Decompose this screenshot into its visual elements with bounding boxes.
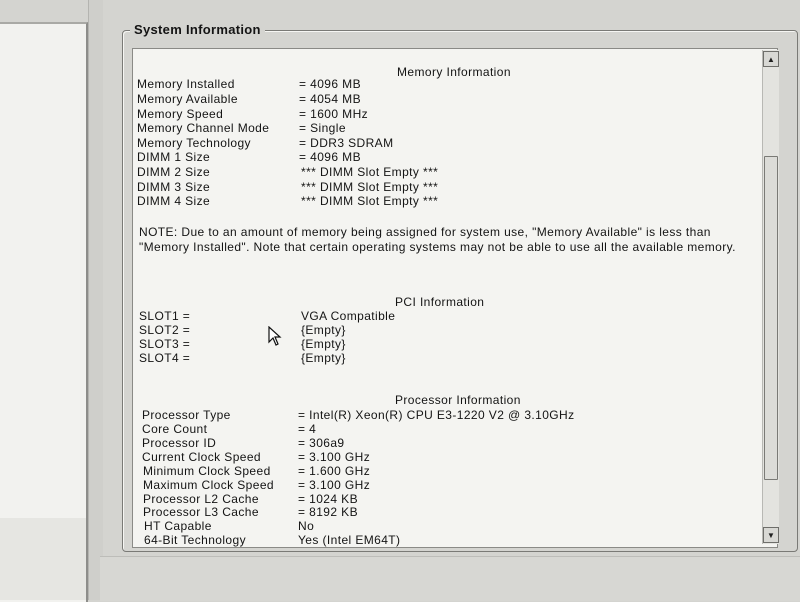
memory-row xyxy=(137,107,369,122)
memory-label: DIMM 3 Size xyxy=(137,180,211,194)
pci-slot-label: SLOT2 = xyxy=(139,323,191,337)
left-navigation-pane[interactable] xyxy=(0,22,88,602)
memory-row xyxy=(137,165,439,180)
processor-row xyxy=(144,519,315,534)
arrow-up-icon: ▲ xyxy=(767,54,775,64)
processor-label: Minimum Clock Speed xyxy=(143,464,271,478)
pci-row xyxy=(139,323,346,338)
processor-label: 64-Bit Technology xyxy=(144,533,246,547)
processor-label: Core Count xyxy=(142,422,208,436)
scroll-up-button[interactable] xyxy=(763,51,779,67)
processor-label: Processor L2 Cache xyxy=(143,492,259,506)
memory-value: *** DIMM Slot Empty *** xyxy=(301,194,439,208)
memory-label: Memory Channel Mode xyxy=(137,121,270,135)
vertical-scrollbar[interactable] xyxy=(762,50,779,544)
memory-value: = 4054 MB xyxy=(299,92,361,106)
pci-slot-value: VGA Compatible xyxy=(301,309,396,323)
memory-label: Memory Available xyxy=(137,92,238,106)
left-pane-footer xyxy=(0,518,86,600)
memory-row xyxy=(137,77,361,92)
memory-value: = 4096 MB xyxy=(299,150,361,164)
pci-slot-value: {Empty} xyxy=(301,323,346,337)
memory-label: Memory Technology xyxy=(137,136,251,150)
processor-value: = 1.600 GHz xyxy=(298,464,371,478)
memory-row xyxy=(137,150,361,165)
processor-value: Yes (Intel EM64T) xyxy=(298,533,401,547)
processor-value: = 306a9 xyxy=(298,436,345,450)
processor-row xyxy=(142,422,317,437)
memory-value: = Single xyxy=(299,121,346,135)
processor-label: Processor L3 Cache xyxy=(143,505,259,519)
memory-value: *** DIMM Slot Empty *** xyxy=(301,180,439,194)
mouse-pointer-icon xyxy=(268,326,282,351)
memory-label: Memory Installed xyxy=(137,77,235,91)
pci-slot-value: {Empty} xyxy=(301,351,346,365)
memory-row xyxy=(137,121,346,136)
memory-row xyxy=(137,92,361,107)
bottom-button-area xyxy=(100,556,800,601)
processor-label: Processor ID xyxy=(142,436,217,450)
memory-label: DIMM 2 Size xyxy=(137,165,211,179)
pci-row xyxy=(139,337,346,352)
processor-value: = 4 xyxy=(298,422,317,436)
memory-row xyxy=(137,180,439,195)
memory-note: NOTE: Due to an amount of memory being assigned for system use, "Memory Available" is less than "Memory Installed". Note that certain operating systems may not be able to use all the available memory. xyxy=(139,225,736,254)
scroll-down-button[interactable] xyxy=(763,527,779,543)
memory-value: = 1600 MHz xyxy=(299,107,369,121)
group-title: System Information xyxy=(130,22,265,37)
memory-label: DIMM 1 Size xyxy=(137,150,211,164)
memory-label: DIMM 4 Size xyxy=(137,194,211,208)
processor-row xyxy=(143,505,358,520)
processor-row xyxy=(142,408,575,423)
pane-divider xyxy=(88,0,103,600)
memory-value: = 4096 MB xyxy=(299,77,361,91)
memory-value: *** DIMM Slot Empty *** xyxy=(301,165,439,179)
memory-row xyxy=(137,136,394,151)
memory-label: Memory Speed xyxy=(137,107,224,121)
processor-value: No xyxy=(298,519,315,533)
pci-slot-label: SLOT3 = xyxy=(139,337,191,351)
memory-section-title: Memory Information xyxy=(397,65,511,79)
pci-section-title: PCI Information xyxy=(395,295,485,309)
pci-row xyxy=(139,309,396,324)
processor-value: = 1024 KB xyxy=(298,492,358,506)
processor-section-title: Processor Information xyxy=(395,393,521,407)
processor-row xyxy=(143,478,371,493)
pci-slot-label: SLOT4 = xyxy=(139,351,191,365)
processor-value: = 3.100 GHz xyxy=(298,478,371,492)
processor-label: Processor Type xyxy=(142,408,231,422)
processor-row xyxy=(142,436,345,451)
processor-value: = 8192 KB xyxy=(298,505,358,519)
processor-row xyxy=(144,533,401,548)
processor-label: Current Clock Speed xyxy=(142,450,261,464)
processor-value: = 3.100 GHz xyxy=(298,450,371,464)
processor-value: = Intel(R) Xeon(R) CPU E3-1220 V2 @ 3.10GHz xyxy=(298,408,575,422)
processor-row xyxy=(142,450,371,465)
pci-slot-label: SLOT1 = xyxy=(139,309,191,323)
processor-label: HT Capable xyxy=(144,519,212,533)
memory-row xyxy=(137,194,439,209)
system-info-content[interactable] xyxy=(132,48,778,548)
arrow-down-icon: ▼ xyxy=(767,530,775,540)
pci-slot-value: {Empty} xyxy=(301,337,346,351)
scroll-thumb[interactable] xyxy=(764,156,778,480)
processor-row xyxy=(143,464,371,479)
processor-label: Maximum Clock Speed xyxy=(143,478,274,492)
memory-value: = DDR3 SDRAM xyxy=(299,136,394,150)
pci-row xyxy=(139,351,346,366)
